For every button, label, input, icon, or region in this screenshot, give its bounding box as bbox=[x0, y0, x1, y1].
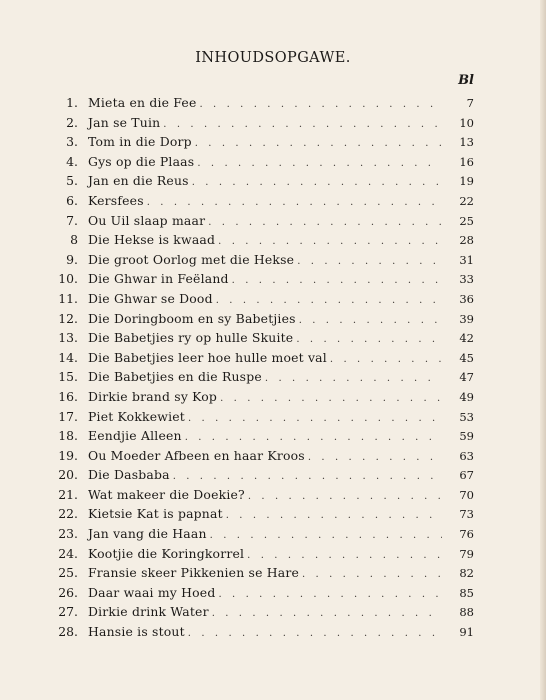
toc-entry-number: 19. bbox=[58, 447, 78, 463]
toc-entry-page: 16 bbox=[459, 154, 474, 169]
toc-entry bbox=[58, 93, 474, 113]
dot-leader bbox=[265, 369, 442, 389]
toc-entry-title: Daar waai my Hoed bbox=[88, 584, 216, 600]
table-of-contents bbox=[58, 93, 474, 642]
toc-entry-title: Die groot Oorlog met die Hekse bbox=[88, 251, 295, 267]
dot-leader bbox=[212, 604, 442, 624]
dot-leader bbox=[218, 585, 442, 605]
toc-entry-page: 85 bbox=[459, 585, 474, 600]
toc-entry-page: 33 bbox=[459, 272, 474, 287]
dot-leader bbox=[232, 271, 442, 291]
toc-entry-number: 26. bbox=[58, 584, 78, 600]
toc-entry-page: 79 bbox=[459, 546, 474, 561]
toc-entry-title: Ou Uil slaap maar bbox=[88, 212, 206, 228]
toc-entry-title: Mieta en die Fee bbox=[88, 95, 197, 110]
toc-entry-page: 28 bbox=[459, 233, 474, 248]
toc-entry-title: Gys op die Plaas bbox=[88, 153, 195, 169]
toc-entry-page: 39 bbox=[459, 311, 474, 326]
dot-leader bbox=[188, 409, 442, 429]
toc-entry-title: Piet Kokkewiet bbox=[88, 408, 185, 424]
toc-entry-title: Die Ghwar in Feëland bbox=[88, 271, 229, 287]
toc-entry-page: 42 bbox=[459, 331, 474, 346]
toc-entry-title: Jan vang die Haan bbox=[88, 526, 207, 542]
toc-entry bbox=[58, 446, 474, 466]
toc-entry-number: 1. bbox=[66, 95, 78, 110]
toc-entry bbox=[58, 191, 474, 211]
toc-entry-number: 24. bbox=[58, 545, 78, 561]
dot-leader bbox=[208, 213, 442, 233]
toc-entry-title: Kietsie Kat is papnat bbox=[88, 506, 223, 522]
toc-entry-number: 22. bbox=[58, 506, 78, 522]
dot-leader bbox=[188, 624, 442, 644]
toc-entry bbox=[58, 563, 474, 583]
toc-entry-page: 22 bbox=[459, 193, 474, 208]
dot-leader bbox=[200, 95, 443, 115]
toc-entry bbox=[58, 152, 474, 172]
page-title: INHOUDSOPGAWE. bbox=[195, 50, 351, 66]
toc-entry-number: 15. bbox=[58, 369, 78, 385]
toc-entry bbox=[58, 171, 474, 191]
toc-entry bbox=[58, 328, 474, 348]
toc-entry-number: 4. bbox=[66, 153, 78, 169]
toc-entry-number: 10. bbox=[58, 271, 78, 287]
toc-entry-title: Kersfees bbox=[88, 192, 144, 208]
toc-entry-page: 19 bbox=[459, 174, 474, 189]
page-column-label: Bl bbox=[458, 73, 474, 88]
toc-entry-number: 3. bbox=[66, 134, 78, 150]
toc-entry-title: Die Babetjies ry op hulle Skuite bbox=[88, 330, 294, 346]
dot-leader bbox=[226, 506, 442, 526]
toc-entry-page: 31 bbox=[459, 252, 474, 267]
toc-entry-title: Jan en die Reus bbox=[88, 173, 189, 189]
toc-entry-page: 76 bbox=[459, 527, 474, 542]
toc-entry-number: 8 bbox=[70, 232, 78, 248]
toc-entry bbox=[58, 602, 474, 622]
toc-entry bbox=[58, 622, 474, 642]
toc-entry-number: 27. bbox=[58, 604, 78, 620]
dot-leader bbox=[330, 350, 442, 370]
toc-entry-title: Wat makeer die Doekie? bbox=[88, 486, 245, 502]
toc-entry-title: Kootjie die Koringkorrel bbox=[88, 545, 245, 561]
toc-entry bbox=[58, 269, 474, 289]
toc-entry bbox=[58, 524, 474, 544]
toc-entry-page: 13 bbox=[459, 135, 474, 150]
page-edge bbox=[540, 0, 546, 700]
dot-leader bbox=[197, 154, 442, 174]
toc-entry-page: 59 bbox=[459, 429, 474, 444]
toc-entry-page: 82 bbox=[459, 566, 474, 581]
toc-entry-title: Eendjie Alleen bbox=[88, 428, 182, 444]
toc-entry bbox=[58, 113, 474, 133]
dot-leader bbox=[192, 173, 442, 193]
toc-entry-page: 45 bbox=[459, 350, 474, 365]
toc-entry-number: 7. bbox=[66, 212, 78, 228]
toc-entry bbox=[58, 504, 474, 524]
toc-entry bbox=[58, 426, 474, 446]
toc-entry-page: 25 bbox=[459, 213, 474, 228]
toc-entry bbox=[58, 211, 474, 231]
toc-entry-number: 12. bbox=[58, 310, 78, 326]
dot-leader bbox=[308, 448, 442, 468]
toc-entry-page: 70 bbox=[459, 487, 474, 502]
toc-entry-page: 73 bbox=[459, 507, 474, 522]
toc-entry-title: Die Doringboom en sy Babetjies bbox=[88, 310, 296, 326]
toc-entry-page: 36 bbox=[459, 291, 474, 306]
toc-entry-number: 11. bbox=[58, 290, 78, 306]
toc-entry bbox=[58, 230, 474, 250]
toc-entry-number: 17. bbox=[58, 408, 78, 424]
toc-entry-number: 6. bbox=[66, 192, 78, 208]
toc-entry-number: 5. bbox=[66, 173, 78, 189]
toc-entry-number: 23. bbox=[58, 526, 78, 542]
toc-entry-page: 7 bbox=[466, 96, 474, 110]
toc-entry bbox=[58, 544, 474, 564]
toc-entry bbox=[58, 583, 474, 603]
dot-leader bbox=[195, 134, 442, 154]
toc-entry-page: 88 bbox=[459, 605, 474, 620]
toc-entry-number: 20. bbox=[58, 467, 78, 483]
toc-entry-number: 28. bbox=[58, 624, 78, 640]
toc-entry bbox=[58, 407, 474, 427]
toc-entry-number: 9. bbox=[66, 251, 78, 267]
toc-entry-title: Ou Moeder Afbeen en haar Kroos bbox=[88, 447, 305, 463]
dot-leader bbox=[220, 389, 442, 409]
dot-leader bbox=[297, 252, 442, 272]
toc-entry bbox=[58, 387, 474, 407]
toc-entry-title: Die Hekse is kwaad bbox=[88, 232, 216, 248]
toc-entry bbox=[58, 465, 474, 485]
toc-entry bbox=[58, 367, 474, 387]
toc-entry-title: Dirkie brand sy Kop bbox=[88, 388, 218, 404]
toc-entry-title: Dirkie drink Water bbox=[88, 604, 209, 620]
toc-entry bbox=[58, 289, 474, 309]
dot-leader bbox=[248, 487, 442, 507]
toc-entry bbox=[58, 132, 474, 152]
toc-entry-title: Die Babetjies en die Ruspe bbox=[88, 369, 262, 385]
toc-entry-title: Die Babetjies leer hoe hulle moet val bbox=[88, 349, 327, 365]
toc-entry-number: 25. bbox=[58, 565, 78, 581]
dot-leader bbox=[302, 565, 442, 585]
toc-entry-title: Die Dasbaba bbox=[88, 467, 170, 483]
toc-entry-page: 53 bbox=[459, 409, 474, 424]
toc-entry bbox=[58, 348, 474, 368]
toc-entry-title: Hansie is stout bbox=[88, 624, 185, 640]
toc-entry-page: 91 bbox=[459, 625, 474, 640]
toc-entry-number: 2. bbox=[66, 114, 78, 130]
toc-entry-number: 14. bbox=[58, 349, 78, 365]
toc-entry-title: Jan se Tuin bbox=[88, 114, 161, 130]
toc-entry-page: 63 bbox=[459, 448, 474, 463]
dot-leader bbox=[163, 115, 442, 135]
toc-entry-number: 16. bbox=[58, 388, 78, 404]
toc-entry-title: Tom in die Dorp bbox=[88, 134, 192, 150]
toc-entry-title: Fransie skeer Pikkenien se Hare bbox=[88, 565, 299, 581]
toc-entry bbox=[58, 309, 474, 329]
toc-entry-number: 13. bbox=[58, 330, 78, 346]
dot-leader bbox=[299, 311, 442, 331]
toc-entry-page: 49 bbox=[459, 389, 474, 404]
toc-entry-number: 21. bbox=[58, 486, 78, 502]
toc-entry bbox=[58, 250, 474, 270]
dot-leader bbox=[210, 526, 442, 546]
toc-entry-page: 47 bbox=[459, 370, 474, 385]
toc-entry-title: Die Ghwar se Dood bbox=[88, 290, 213, 306]
toc-entry-page: 67 bbox=[459, 468, 474, 483]
toc-entry bbox=[58, 485, 474, 505]
toc-entry-page: 10 bbox=[459, 115, 474, 130]
toc-entry-number: 18. bbox=[58, 428, 78, 444]
